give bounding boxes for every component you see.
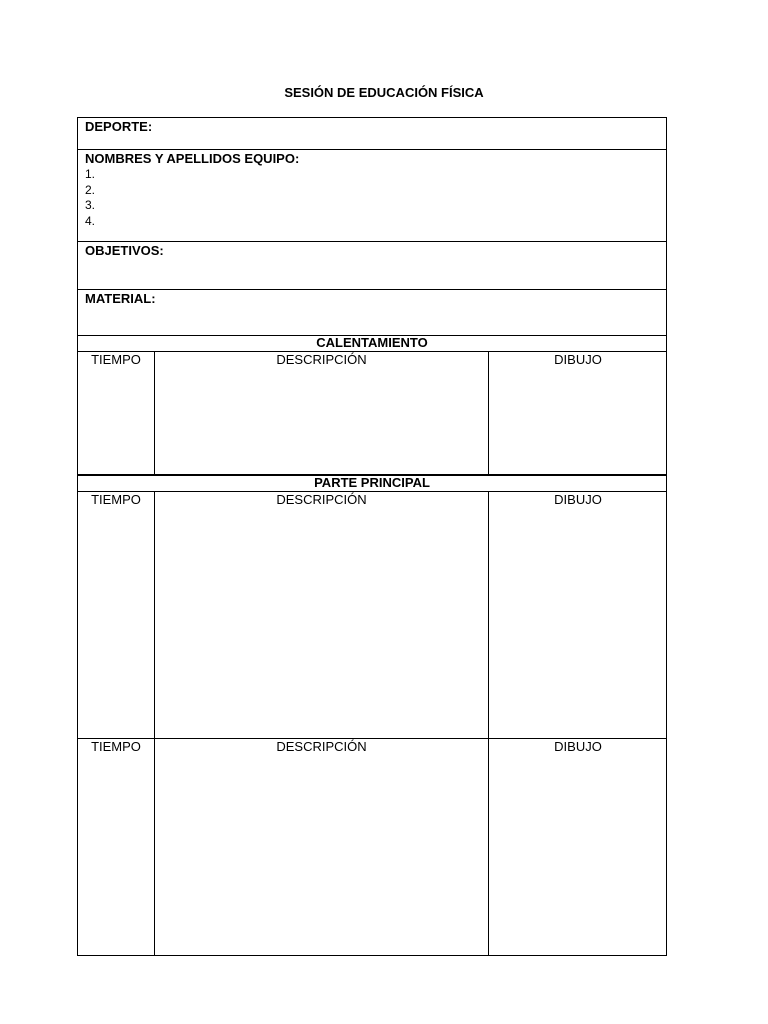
objetivos-label: OBJETIVOS:: [85, 243, 164, 258]
list-item: 3.: [85, 198, 96, 212]
deporte-field[interactable]: [77, 117, 667, 150]
column-divider: [154, 739, 155, 955]
column-divider: [154, 492, 155, 738]
document-title: SESIÓN DE EDUCACIÓN FÍSICA: [284, 85, 484, 100]
parte-principal-header: PARTE PRINCIPAL: [77, 475, 667, 492]
column-divider: [488, 352, 489, 474]
dibujo-header: DIBUJO: [554, 352, 602, 367]
descripcion-header: DESCRIPCIÓN: [276, 739, 367, 754]
dibujo-header: DIBUJO: [554, 492, 602, 507]
dibujo-header: DIBUJO: [554, 739, 602, 754]
list-item: 1.: [85, 167, 96, 181]
descripcion-header: DESCRIPCIÓN: [276, 492, 367, 507]
material-label: MATERIAL:: [85, 291, 156, 306]
objetivos-field[interactable]: [77, 241, 667, 290]
material-field[interactable]: [77, 289, 667, 336]
deporte-label: DEPORTE:: [85, 119, 153, 134]
list-item: 2.: [85, 182, 96, 197]
tiempo-header: TIEMPO: [91, 352, 141, 367]
calentamiento-header: CALENTAMIENTO: [77, 335, 667, 352]
column-divider: [488, 492, 489, 738]
column-divider: [154, 352, 155, 474]
parte-principal-grid[interactable]: [77, 491, 667, 739]
descripcion-header: DESCRIPCIÓN: [276, 352, 367, 367]
calentamiento-grid[interactable]: [77, 351, 667, 475]
team-names-list: [85, 167, 95, 229]
tiempo-header: TIEMPO: [91, 739, 141, 754]
tiempo-header: TIEMPO: [91, 492, 141, 507]
column-divider: [488, 739, 489, 955]
list-item: 4.: [85, 213, 96, 228]
team-names-field[interactable]: [77, 149, 667, 242]
parte-principal-grid-2[interactable]: [77, 738, 667, 956]
team-names-label: NOMBRES Y APELLIDOS EQUIPO:: [85, 151, 300, 166]
